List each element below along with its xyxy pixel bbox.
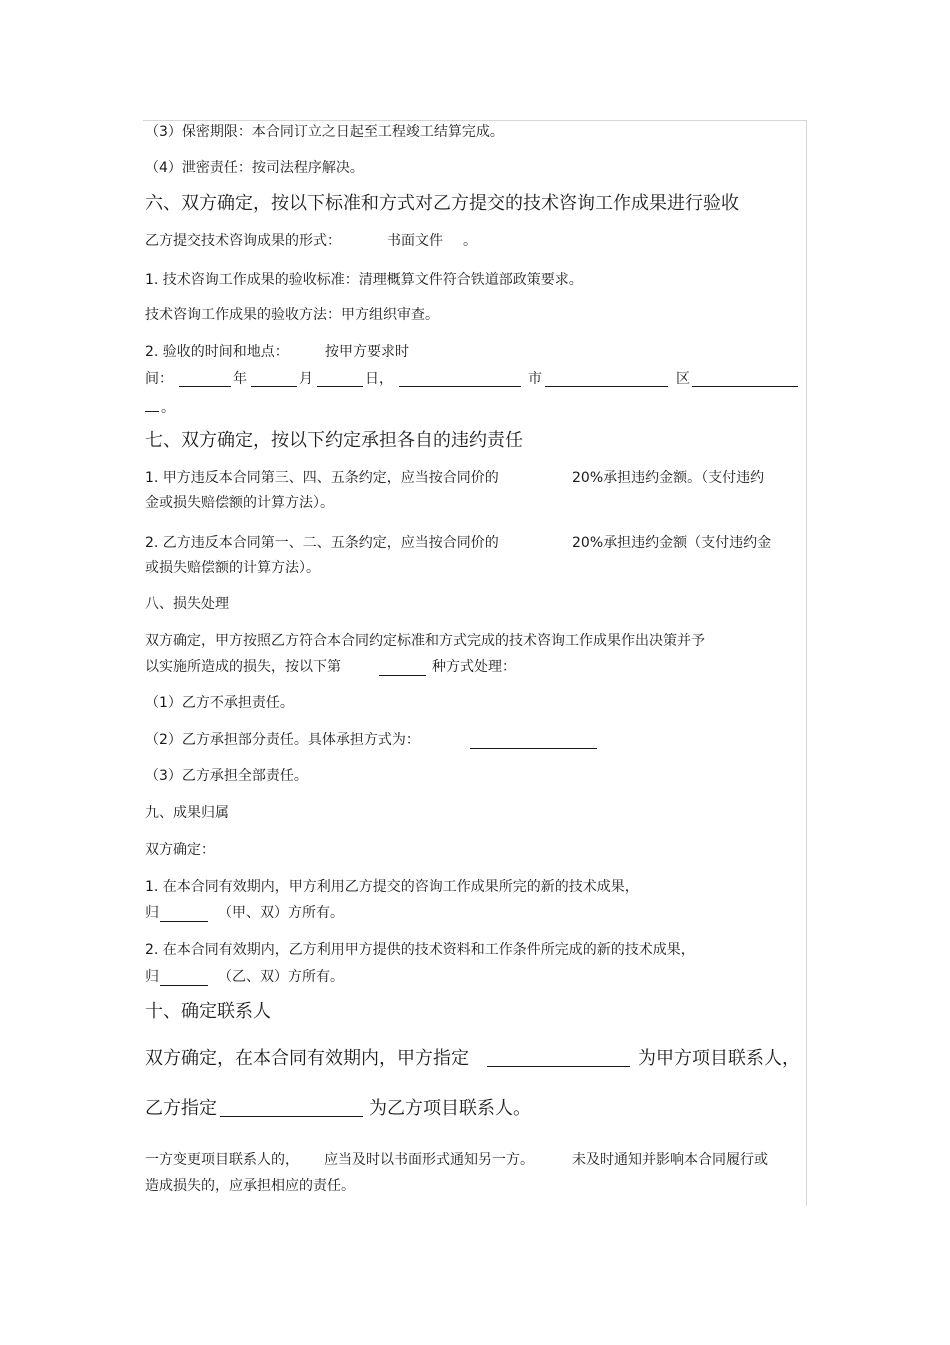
loss-option-2: （2）乙方承担部分责任。具体承担方式为： <box>145 732 420 748</box>
year-label: 年 <box>233 371 247 387</box>
result-form-end: 。 <box>463 233 477 249</box>
blank-year <box>179 372 231 387</box>
blank-location-tail <box>145 397 159 412</box>
loss-handling-para1: 双方确定，甲方按照乙方符合本合同约定标准和方式完成的技术咨询工作成果作出决策并予 <box>145 633 705 649</box>
section-7-heading: 七、双方确定，按以下约定承担各自的违约责任 <box>145 430 523 451</box>
blank-day <box>317 372 363 387</box>
contact-line1-b: 为甲方项目联系人， <box>638 1048 800 1069</box>
ownership-item-1-suffix: （甲、双）方所有。 <box>218 905 344 921</box>
loss-option-3: （3）乙方承担全部责任。 <box>145 768 308 784</box>
party-b-breach-line1: 2. 乙方违反本合同第一、二、五条约定，应当按合同价的 <box>145 535 499 551</box>
section-10-heading: 十、确定联系人 <box>145 1001 271 1022</box>
contact-change-b: 应当及时以书面形式通知另一方。 <box>324 1152 534 1168</box>
blank-party-b-contact <box>220 1098 363 1117</box>
ownership-item-2-suffix: （乙、双）方所有。 <box>218 969 344 985</box>
party-a-breach-line1: 1. 甲方违反本合同第三、四、五条约定，应当按合同价的 <box>145 470 499 486</box>
leak-liability: （4）泄密责任：按司法程序解决。 <box>145 160 364 176</box>
acceptance-time-value: 按甲方要求时 <box>325 344 409 360</box>
loss-option-1: （1）乙方不承担责任。 <box>145 695 294 711</box>
city-label: 市 <box>528 371 542 387</box>
blank-district <box>545 372 668 387</box>
blank-ownership-2 <box>160 971 208 986</box>
section-6-heading: 六、双方确定，按以下标准和方式对乙方提交的技术咨询工作成果进行验收 <box>145 193 739 214</box>
section-9-heading: 九、成果归属 <box>145 805 229 821</box>
loss-handling-para2b: 种方式处理： <box>432 659 516 675</box>
loss-handling-para2a: 以实施所造成的损失，按以下第 <box>145 659 341 675</box>
contact-change-d: 造成损失的，应承担相应的责任。 <box>145 1178 355 1194</box>
ownership-item-2-prefix: 归 <box>145 969 159 985</box>
acceptance-standard: 1. 技术咨询工作成果的验收标准：清理概算文件符合铁道部政策要求。 <box>145 272 583 288</box>
district-label: 区 <box>676 371 690 387</box>
ownership-intro: 双方确定： <box>145 842 215 858</box>
ownership-item-2: 2. 在本合同有效期内，乙方利用甲方提供的技术资料和工作条件所完成的新的技术成果， <box>145 942 695 958</box>
result-form-label: 乙方提交技术咨询成果的形式： <box>145 233 341 249</box>
day-label: 日， <box>365 371 393 387</box>
ownership-item-1: 1. 在本合同有效期内，甲方利用乙方提交的咨询工作成果所完的新的技术成果， <box>145 879 639 895</box>
blank-district-detail <box>692 372 798 387</box>
blank-party-a-contact <box>487 1048 630 1067</box>
confidentiality-period: （3）保密期限：本合同订立之日起至工程竣工结算完成。 <box>145 124 504 140</box>
contact-change-a: 一方变更项目联系人的， <box>145 1152 299 1168</box>
blank-city <box>399 372 521 387</box>
acceptance-method: 技术咨询工作成果的验收方法：甲方组织审查。 <box>145 307 439 323</box>
contact-line2-b: 为乙方项目联系人。 <box>369 1098 531 1119</box>
acceptance-time-label: 2. 验收的时间和地点： <box>145 344 289 360</box>
blank-method-number <box>379 661 426 676</box>
blank-partial-liability <box>470 734 597 749</box>
month-label: 月 <box>299 371 313 387</box>
contact-change-c: 未及时通知并影响本合同履行或 <box>572 1152 768 1168</box>
blank-month <box>251 372 297 387</box>
location-end: 。 <box>161 400 175 416</box>
acceptance-time-cont: 间： <box>145 371 173 387</box>
contact-line2-a: 乙方指定 <box>145 1098 217 1119</box>
blank-ownership-1 <box>160 907 208 922</box>
section-8-heading: 八、损失处理 <box>145 596 229 612</box>
contact-line1-a: 双方确定，在本合同有效期内，甲方指定 <box>145 1048 469 1069</box>
party-a-breach-penalty: 20%承担违约金额。（支付违约 <box>572 470 765 486</box>
result-form-value: 书面文件 <box>387 233 443 249</box>
ownership-item-1-prefix: 归 <box>145 905 159 921</box>
party-b-breach-line2: 或损失赔偿额的计算方法）。 <box>145 560 320 576</box>
party-a-breach-line2: 金或损失赔偿额的计算方法）。 <box>145 495 334 511</box>
party-b-breach-penalty: 20%承担违约金额（支付违约金 <box>572 535 772 551</box>
